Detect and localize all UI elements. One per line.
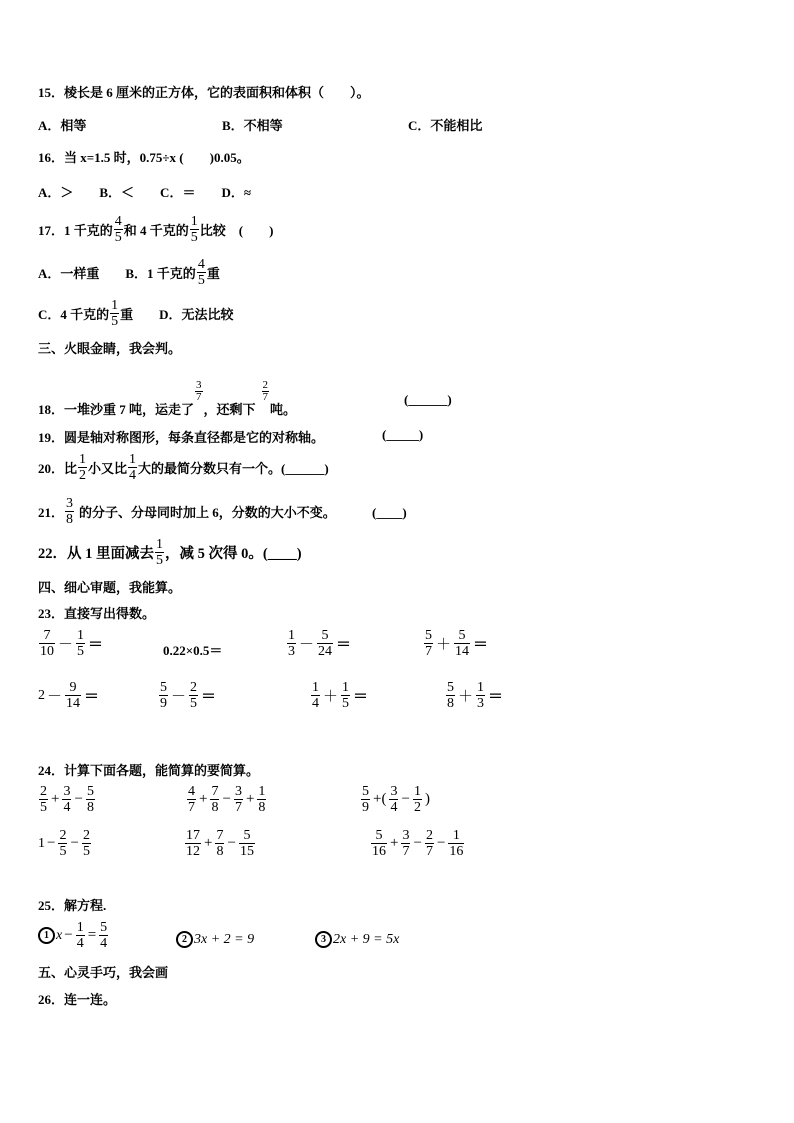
whole-number: 1 bbox=[38, 835, 45, 851]
operator: － bbox=[58, 637, 74, 653]
fraction: $\frac{5}{14}$ bbox=[455, 628, 470, 659]
q17-text-2: 和 4 千克的 bbox=[123, 223, 189, 238]
q19-text: 19．圆是轴对称图形，每条直径都是它的对称轴。 bbox=[38, 430, 325, 445]
operator: +( bbox=[373, 791, 387, 807]
fraction: $\frac{1}{4}$ bbox=[76, 920, 84, 951]
q18-fraction-1: $\frac{3}{7}$ bbox=[196, 379, 202, 403]
q25-equation-1 bbox=[38, 920, 109, 951]
operator: － bbox=[171, 689, 187, 705]
fraction: $\frac{2}{5}$ bbox=[59, 828, 67, 859]
operator: + bbox=[204, 835, 213, 851]
fraction: $\frac{3}{4}$ bbox=[390, 784, 398, 815]
equals: = bbox=[87, 927, 97, 943]
operator: − bbox=[47, 835, 56, 851]
q18-text-3: 吨。 bbox=[270, 402, 297, 417]
fraction: $\frac{9}{14}$ bbox=[66, 680, 81, 711]
fraction: $\frac{5}{4}$ bbox=[100, 920, 108, 951]
q17-text-1: 17．1 千克的 bbox=[38, 223, 113, 238]
q26-title: 26．连一连。 bbox=[38, 992, 117, 1007]
fraction: $\frac{5}{16}$ bbox=[372, 828, 386, 859]
fraction: $\frac{7}{8}$ bbox=[211, 784, 219, 815]
fraction: $\frac{7}{8}$ bbox=[216, 828, 224, 859]
fraction: $\frac{5}{8}$ bbox=[86, 784, 94, 815]
section-4-heading: 四、细心审题，我能算。 bbox=[38, 580, 182, 595]
q25-equation-3 bbox=[315, 931, 399, 948]
operator: － bbox=[47, 689, 63, 705]
operator: − bbox=[70, 835, 79, 851]
q18-answer-blank[interactable]: (______) bbox=[404, 392, 452, 407]
operator: − bbox=[222, 791, 231, 807]
q16-options: A．＞ B．＜ C．＝ D．≈ bbox=[38, 185, 251, 200]
whole-number: 2 bbox=[38, 687, 45, 703]
fraction: $\frac{5}{7}$ bbox=[425, 628, 432, 659]
q24-expr-2 bbox=[186, 784, 267, 815]
fraction: $\frac{3}{4}$ bbox=[63, 784, 71, 815]
equals: ＝ bbox=[201, 689, 217, 705]
q22-fraction: $\frac{1}{5}$ bbox=[156, 537, 163, 568]
fraction: $\frac{1}{8}$ bbox=[258, 784, 266, 815]
q17-fraction-1: $\frac{4}{5}$ bbox=[114, 214, 122, 245]
circled-number-2: 2 bbox=[176, 931, 193, 948]
q18-text-2: ，还剩下 bbox=[203, 402, 256, 417]
circled-number-1: 1 bbox=[38, 927, 55, 944]
fraction: $\frac{7}{10}$ bbox=[40, 628, 54, 659]
fraction: $\frac{1}{2}$ bbox=[413, 784, 421, 815]
fraction: $\frac{5}{8}$ bbox=[447, 680, 454, 711]
q17-option-b-fraction: $\frac{4}{5}$ bbox=[197, 257, 205, 288]
q17-option-c-fraction: $\frac{1}{5}$ bbox=[111, 298, 119, 329]
q23-expr-1 bbox=[38, 628, 103, 659]
operator: ＋ bbox=[323, 689, 339, 705]
fraction: $\frac{2}{7}$ bbox=[425, 828, 433, 859]
q17-option-ab-text: A．一样重 B．1 千克的 bbox=[38, 266, 196, 281]
q25-title: 25．解方程. bbox=[38, 898, 107, 913]
close-paren: ) bbox=[424, 791, 430, 807]
q17-options-cd bbox=[38, 298, 234, 329]
fraction: $\frac{3}{7}$ bbox=[402, 828, 410, 859]
q21 bbox=[38, 496, 336, 527]
q24-expr-4 bbox=[38, 828, 92, 859]
q15-option-a: A．相等 bbox=[38, 118, 87, 133]
q19-answer-blank[interactable]: (_____) bbox=[382, 427, 424, 442]
operator: − bbox=[64, 927, 73, 943]
fraction: $\frac{3}{7}$ bbox=[234, 784, 242, 815]
q15-option-c: C．不能相比 bbox=[408, 118, 483, 133]
q20-text-1: 20．比 bbox=[38, 461, 78, 476]
equals: ＝ bbox=[88, 637, 104, 653]
operator: − bbox=[413, 835, 422, 851]
q23-expr-6 bbox=[158, 680, 216, 711]
operator: ＋ bbox=[436, 637, 452, 653]
q20-text-3: 大的最简分数只有一个。(______) bbox=[138, 461, 329, 476]
fraction: $\frac{1}{16}$ bbox=[449, 828, 464, 859]
fraction: $\frac{2}{5}$ bbox=[40, 784, 47, 815]
fraction: $\frac{1}{3}$ bbox=[477, 680, 485, 711]
q23-expr-8 bbox=[445, 680, 503, 711]
q23-expr-2: 0.22×0.5＝ bbox=[163, 643, 223, 658]
q21-answer-blank[interactable]: (____) bbox=[372, 505, 407, 520]
q16-stem: 16．当 x=1.5 时，0.75÷x ( )0.05。 bbox=[38, 150, 250, 165]
q23-expr-3 bbox=[286, 628, 351, 659]
q23-expr-4 bbox=[423, 628, 488, 659]
q20-fraction-2: $\frac{1}{4}$ bbox=[129, 452, 137, 483]
q22-text-1: 22．从 1 里面减去 bbox=[38, 546, 154, 562]
equals: ＝ bbox=[336, 637, 352, 653]
equation-text: 3x + 2 = 9 bbox=[194, 931, 255, 947]
equals: ＝ bbox=[84, 689, 100, 705]
q24-expr-1 bbox=[38, 784, 96, 815]
q24-expr-3 bbox=[360, 784, 432, 815]
q22 bbox=[38, 537, 302, 568]
equals: ＝ bbox=[353, 689, 369, 705]
q17-options-ab bbox=[38, 257, 220, 288]
q17-text-3: 比较 ( ) bbox=[199, 223, 274, 238]
q20 bbox=[38, 452, 329, 483]
q24-title: 24．计算下面各题，能简算的要简算。 bbox=[38, 763, 260, 778]
operator: − bbox=[401, 791, 410, 807]
fraction: $\frac{5}{9}$ bbox=[160, 680, 167, 711]
fraction: $\frac{17}{12}$ bbox=[186, 828, 200, 859]
equals: ＝ bbox=[488, 689, 504, 705]
fraction: $\frac{1}{5}$ bbox=[77, 628, 85, 659]
equals: ＝ bbox=[473, 637, 489, 653]
q17-option-cd-suffix: 重 D．无法比较 bbox=[120, 307, 234, 322]
operator: − bbox=[74, 791, 83, 807]
operator: + bbox=[51, 791, 60, 807]
section-5-heading: 五、心灵手巧，我会画 bbox=[38, 965, 169, 980]
variable: x bbox=[56, 927, 63, 943]
operator: − bbox=[227, 835, 236, 851]
operator: + bbox=[390, 835, 399, 851]
q21-text: 的分子、分母同时加上 6，分数的大小不变。 bbox=[79, 505, 336, 520]
q24-expr-5 bbox=[184, 828, 256, 859]
fraction: $\frac{5}{24}$ bbox=[318, 628, 333, 659]
q23-title: 23．直接写出得数。 bbox=[38, 606, 156, 621]
q22-text-2: ，减 5 次得 0。(____) bbox=[165, 546, 302, 562]
fraction: $\frac{5}{9}$ bbox=[362, 784, 369, 815]
operator: ＋ bbox=[458, 689, 474, 705]
section-3-heading: 三、火眼金睛，我会判。 bbox=[38, 341, 182, 356]
q20-text-2: 小又比 bbox=[88, 461, 128, 476]
fraction: $\frac{1}{3}$ bbox=[288, 628, 295, 659]
q15-stem: 15．棱长是 6 厘米的正方体，它的表面积和体积（ ）。 bbox=[38, 85, 370, 100]
fraction: $\frac{2}{5}$ bbox=[190, 680, 198, 711]
q17-stem bbox=[38, 214, 273, 245]
circled-number-3: 3 bbox=[315, 931, 332, 948]
operator: － bbox=[299, 637, 315, 653]
q18-text-1: 18．一堆沙重 7 吨，运走了 bbox=[38, 402, 195, 417]
q15-option-b: B．不相等 bbox=[222, 118, 283, 133]
fraction: $\frac{1}{4}$ bbox=[312, 680, 319, 711]
q21-fraction: $\frac{3}{8}$ bbox=[66, 496, 74, 527]
q17-option-b-suffix: 重 bbox=[206, 266, 220, 281]
q18 bbox=[38, 369, 296, 418]
q17-fraction-2: $\frac{1}{5}$ bbox=[190, 214, 198, 245]
operator: + bbox=[199, 791, 208, 807]
equation-text: 2x + 9 = 5x bbox=[333, 931, 400, 947]
q23-expr-7 bbox=[310, 680, 368, 711]
q23-expr-5 bbox=[38, 680, 99, 711]
fraction: $\frac{2}{5}$ bbox=[82, 828, 90, 859]
q21-number: 21． bbox=[38, 505, 65, 520]
q20-fraction-1: $\frac{1}{2}$ bbox=[79, 452, 87, 483]
q25-equation-2 bbox=[176, 931, 254, 948]
fraction: $\frac{4}{7}$ bbox=[188, 784, 195, 815]
operator: − bbox=[436, 835, 446, 851]
operator: + bbox=[245, 791, 255, 807]
q17-option-c-text: C．4 千克的 bbox=[38, 307, 110, 322]
q18-fraction-2: $\frac{2}{7}$ bbox=[262, 379, 269, 403]
fraction: $\frac{1}{5}$ bbox=[342, 680, 350, 711]
fraction: $\frac{5}{15}$ bbox=[239, 828, 254, 859]
q24-expr-6 bbox=[370, 828, 465, 859]
